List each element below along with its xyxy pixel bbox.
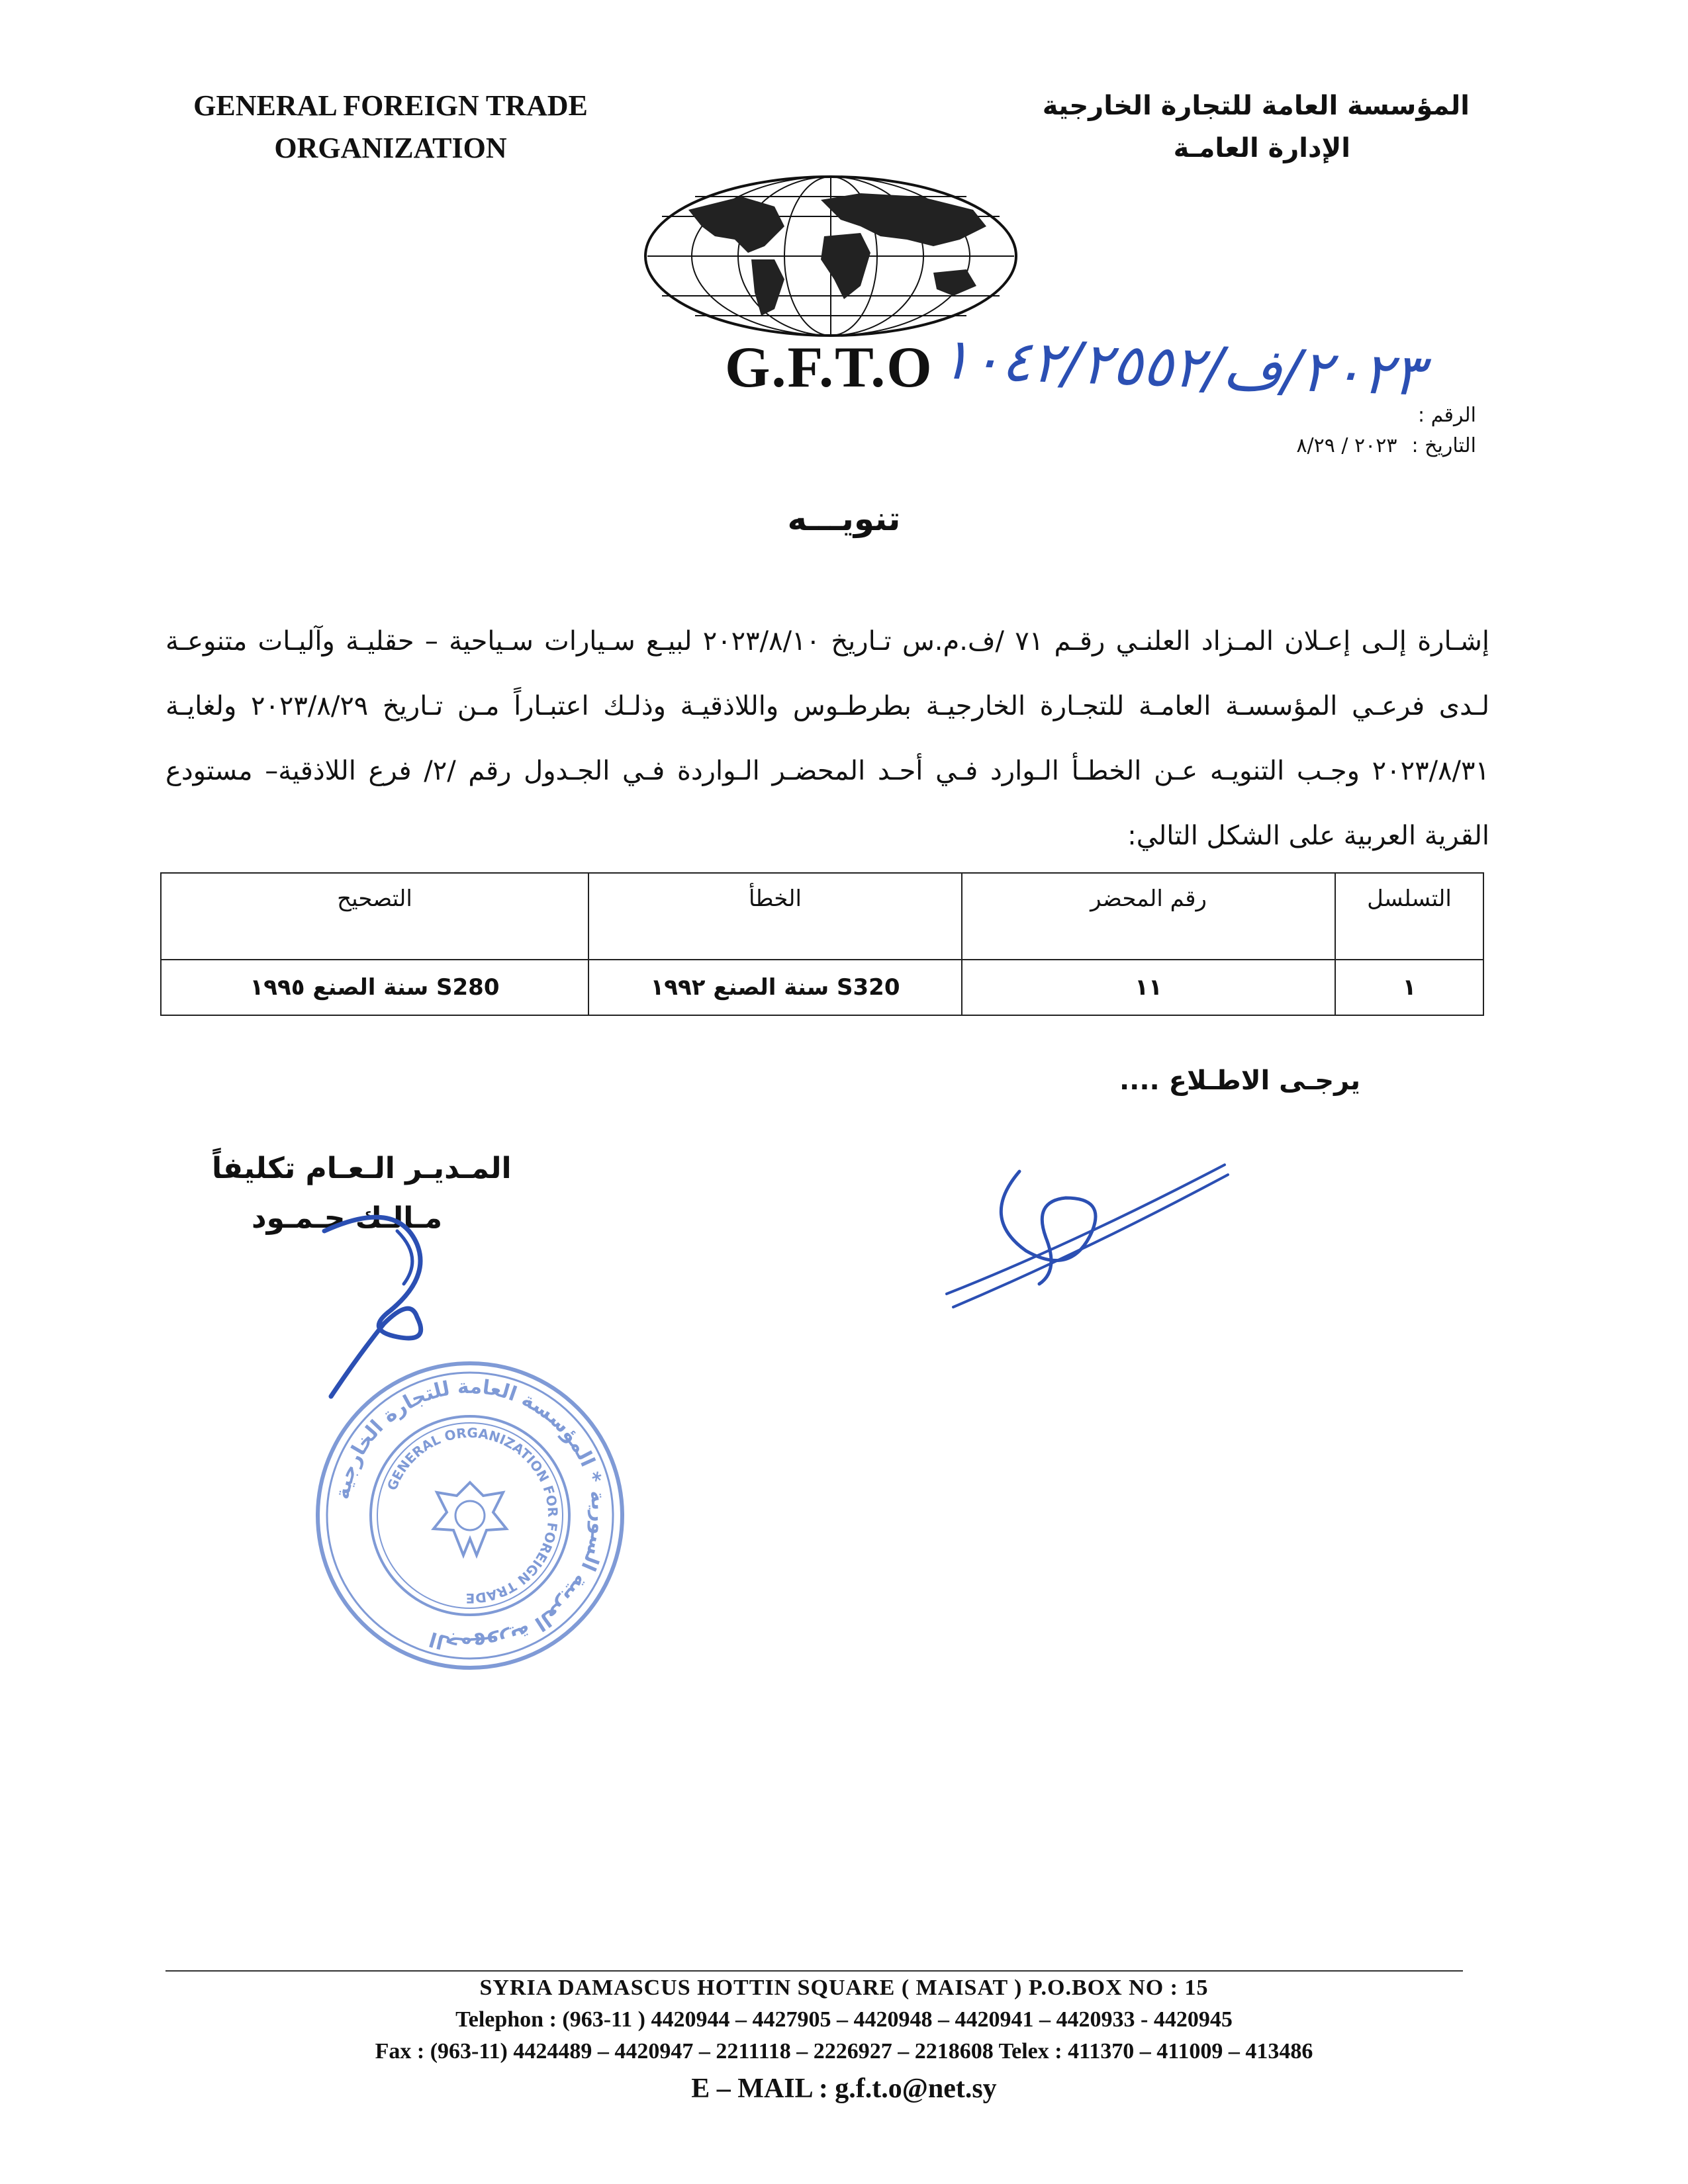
cell-correction: S280 سنة الصنع ١٩٩٥ bbox=[161, 960, 588, 1015]
notice-title: تنويـــه bbox=[787, 500, 901, 538]
footer-fax-telex: Fax : (963-11) 4424489 – 4420947 – 2211118 – 2226927 – 2218608 Telex : 411370 – 411009 – 413486 bbox=[375, 2039, 1313, 2064]
second-signature-icon bbox=[940, 1152, 1231, 1310]
reference-date-value: ٢٠٢٣ / ٨/٢٩ bbox=[1296, 434, 1397, 457]
table-header-row bbox=[161, 873, 1483, 960]
footer-address: SYRIA DAMASCUS HOTTIN SQUARE ( MAISAT ) P.O.BOX NO : 15 bbox=[479, 1976, 1209, 2000]
org-name-english-line2: ORGANIZATION bbox=[274, 132, 507, 164]
signatory-title: المـديـر الـعـام تكليفاً bbox=[212, 1152, 512, 1185]
org-name-arabic-line2: الإدارة العامـة bbox=[1173, 133, 1350, 163]
col-header-record-number: رقم المحضر bbox=[962, 873, 1335, 960]
globe-logo-icon bbox=[642, 173, 1019, 339]
footer-email: E – MAIL : g.f.t.o@net.sy bbox=[691, 2073, 997, 2104]
table-row bbox=[161, 960, 1483, 1015]
reference-number-label: الرقم : bbox=[1418, 404, 1476, 427]
footer-divider bbox=[165, 1970, 1463, 1972]
reference-number-row bbox=[1296, 400, 1476, 431]
cell-error: S320 سنة الصنع ١٩٩٢ bbox=[588, 960, 962, 1015]
official-seal-icon bbox=[311, 1357, 629, 1674]
seal-inner-text: GENERAL ORGANIZATION FOR FOREIGN TRADE bbox=[383, 1424, 561, 1607]
signatory-name: مـالـك حـمـود bbox=[252, 1201, 443, 1235]
cell-record-number: ١١ bbox=[962, 960, 1335, 1015]
org-name-english bbox=[165, 85, 616, 169]
seal-outer-text: الجمهورية العربية السورية * المؤسسة العامة للتجارة الخارجية bbox=[330, 1375, 611, 1657]
reference-date-label: التاريخ : bbox=[1411, 434, 1476, 457]
col-header-sequence: التسلسل bbox=[1335, 873, 1483, 960]
logo-text: G.F.T.O bbox=[725, 336, 933, 400]
svg-text:GENERAL ORGANIZATION FOR FOREI bbox=[384, 1425, 561, 1606]
notice-body: إشـارة إلـى إعـلان المـزاد العلنـي رقـم ٧١ /ف.م.س تـاريخ ٢٠٢٣/٨/١٠ لبيـع سـيارات سـياحية – حقليـة وآليـات متنوعـة لـدى فرعـي المؤسسـة العامـة للتجـارة الخارجيـة بطرطـوس واللاذقيـة وذلـك اعتبـاراً مـن تـاريخ ٢٠٢٣/٨/٢٩ ولغايـة ٢٠٢٣/٨/٣١ وجـب التنويـه عـن الخطـأ الـوارد فـي أحـد المحضـر الـواردة فـي الجـدول رقم /٢/ فرع اللاذقية– مستودع القرية العربية على الشكل التالي: bbox=[165, 626, 1490, 851]
col-header-error: الخطأ bbox=[588, 873, 962, 960]
correction-table bbox=[160, 872, 1484, 1016]
reference-date-row bbox=[1296, 431, 1476, 461]
closing-text: يرجـى الاطـلاع .... bbox=[1119, 1066, 1360, 1096]
reference-block bbox=[1296, 400, 1476, 461]
org-name-english-line1: GENERAL FOREIGN TRADE bbox=[193, 89, 588, 122]
cell-sequence: ١ bbox=[1335, 960, 1483, 1015]
org-name-arabic bbox=[1043, 85, 1470, 169]
handwritten-reference-number: ٢٠٢٣/ف/١٠٤٢/٢٥٥٢ bbox=[939, 326, 1425, 409]
org-name-arabic-line1: المؤسسة العامة للتجارة الخارجية bbox=[1042, 91, 1470, 121]
footer-telephone: Telephon : (963-11 ) 4420944 – 4427905 – 4420948 – 4420941 – 4420933 - 4420945 bbox=[455, 2007, 1233, 2032]
col-header-correction: التصحيح bbox=[161, 873, 588, 960]
